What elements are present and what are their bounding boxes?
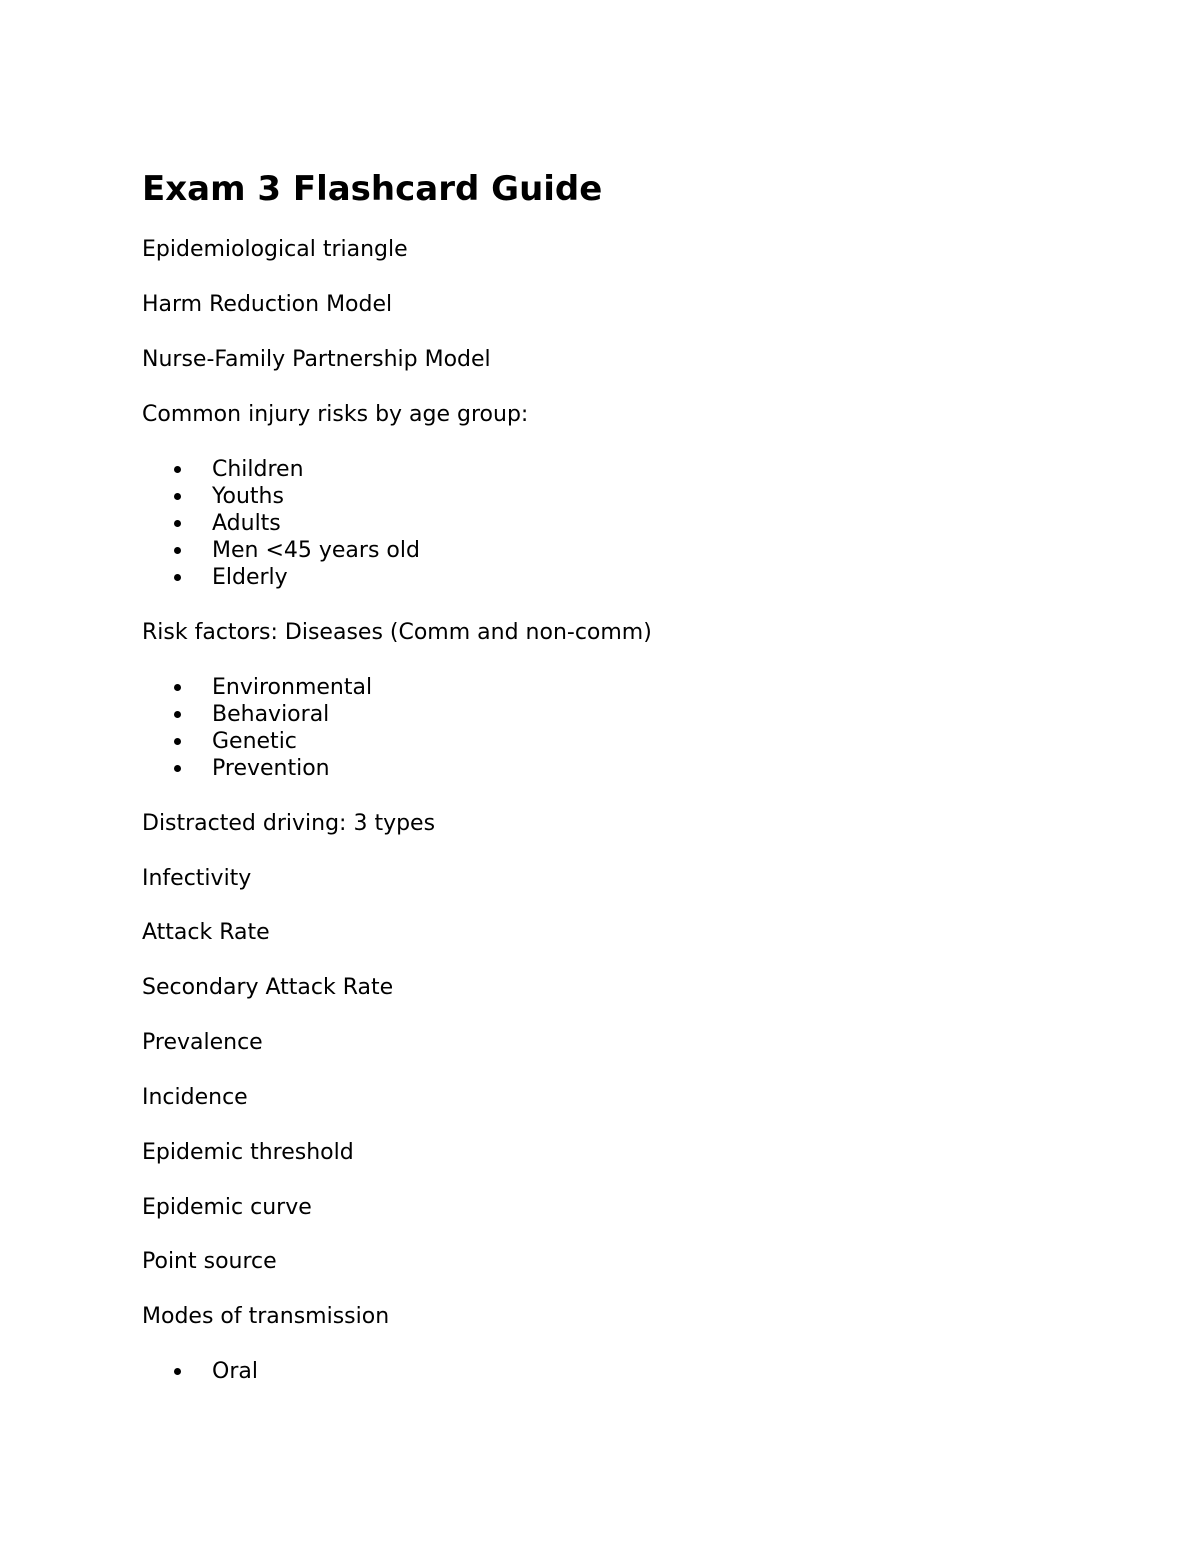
topic-epidemic-threshold: Epidemic threshold bbox=[142, 1140, 354, 1165]
bullet-icon bbox=[174, 684, 181, 691]
bullet-icon bbox=[174, 765, 181, 772]
bullet-icon bbox=[174, 547, 181, 554]
document-title: Exam 3 Flashcard Guide bbox=[142, 169, 603, 209]
list-item-label: Prevention bbox=[212, 756, 330, 781]
list-item-label: Youths bbox=[212, 484, 284, 509]
topic-secondary-attack-rate: Secondary Attack Rate bbox=[142, 975, 394, 1000]
list-item bbox=[142, 456, 1122, 483]
bullet-icon bbox=[174, 711, 181, 718]
list-item bbox=[142, 483, 1122, 510]
list-item bbox=[142, 564, 1122, 591]
injury-risks-list bbox=[142, 456, 1122, 591]
topic-modes-of-transmission: Modes of transmission bbox=[142, 1304, 390, 1329]
list-item bbox=[142, 537, 1122, 564]
bullet-icon bbox=[174, 574, 181, 581]
list-item-label: Oral bbox=[212, 1359, 258, 1384]
topic-point-source: Point source bbox=[142, 1249, 277, 1274]
bullet-icon bbox=[174, 520, 181, 527]
topic-harm-reduction-model: Harm Reduction Model bbox=[142, 292, 393, 317]
bullet-icon bbox=[174, 466, 181, 473]
list-item-label: Adults bbox=[212, 511, 281, 536]
bullet-icon bbox=[174, 738, 181, 745]
topic-attack-rate: Attack Rate bbox=[142, 920, 270, 945]
bullet-icon bbox=[174, 1368, 181, 1375]
topic-risk-factors-heading: Risk factors: Diseases (Comm and non-comm) bbox=[142, 620, 652, 645]
topic-incidence: Incidence bbox=[142, 1085, 248, 1110]
list-item bbox=[142, 728, 1122, 755]
list-item bbox=[142, 674, 1122, 701]
list-item-label: Elderly bbox=[212, 565, 288, 590]
topic-injury-risks-heading: Common injury risks by age group: bbox=[142, 402, 529, 427]
topic-distracted-driving: Distracted driving: 3 types bbox=[142, 811, 436, 836]
topic-epidemic-curve: Epidemic curve bbox=[142, 1195, 312, 1220]
list-item bbox=[142, 1358, 1122, 1385]
topic-prevalence: Prevalence bbox=[142, 1030, 263, 1055]
modes-of-transmission-list bbox=[142, 1358, 1122, 1385]
list-item bbox=[142, 510, 1122, 537]
document-page bbox=[142, 163, 1122, 1385]
list-item-label: Behavioral bbox=[212, 702, 330, 727]
topic-nurse-family-partnership: Nurse-Family Partnership Model bbox=[142, 347, 491, 372]
list-item-label: Environmental bbox=[212, 675, 373, 700]
list-item bbox=[142, 701, 1122, 728]
list-item-label: Men <45 years old bbox=[212, 538, 420, 563]
list-item bbox=[142, 755, 1122, 782]
topic-infectivity: Infectivity bbox=[142, 866, 252, 891]
risk-factors-list bbox=[142, 674, 1122, 782]
bullet-icon bbox=[174, 493, 181, 500]
list-item-label: Genetic bbox=[212, 729, 297, 754]
list-item-label: Children bbox=[212, 457, 304, 482]
topic-epidemiological-triangle: Epidemiological triangle bbox=[142, 237, 408, 262]
